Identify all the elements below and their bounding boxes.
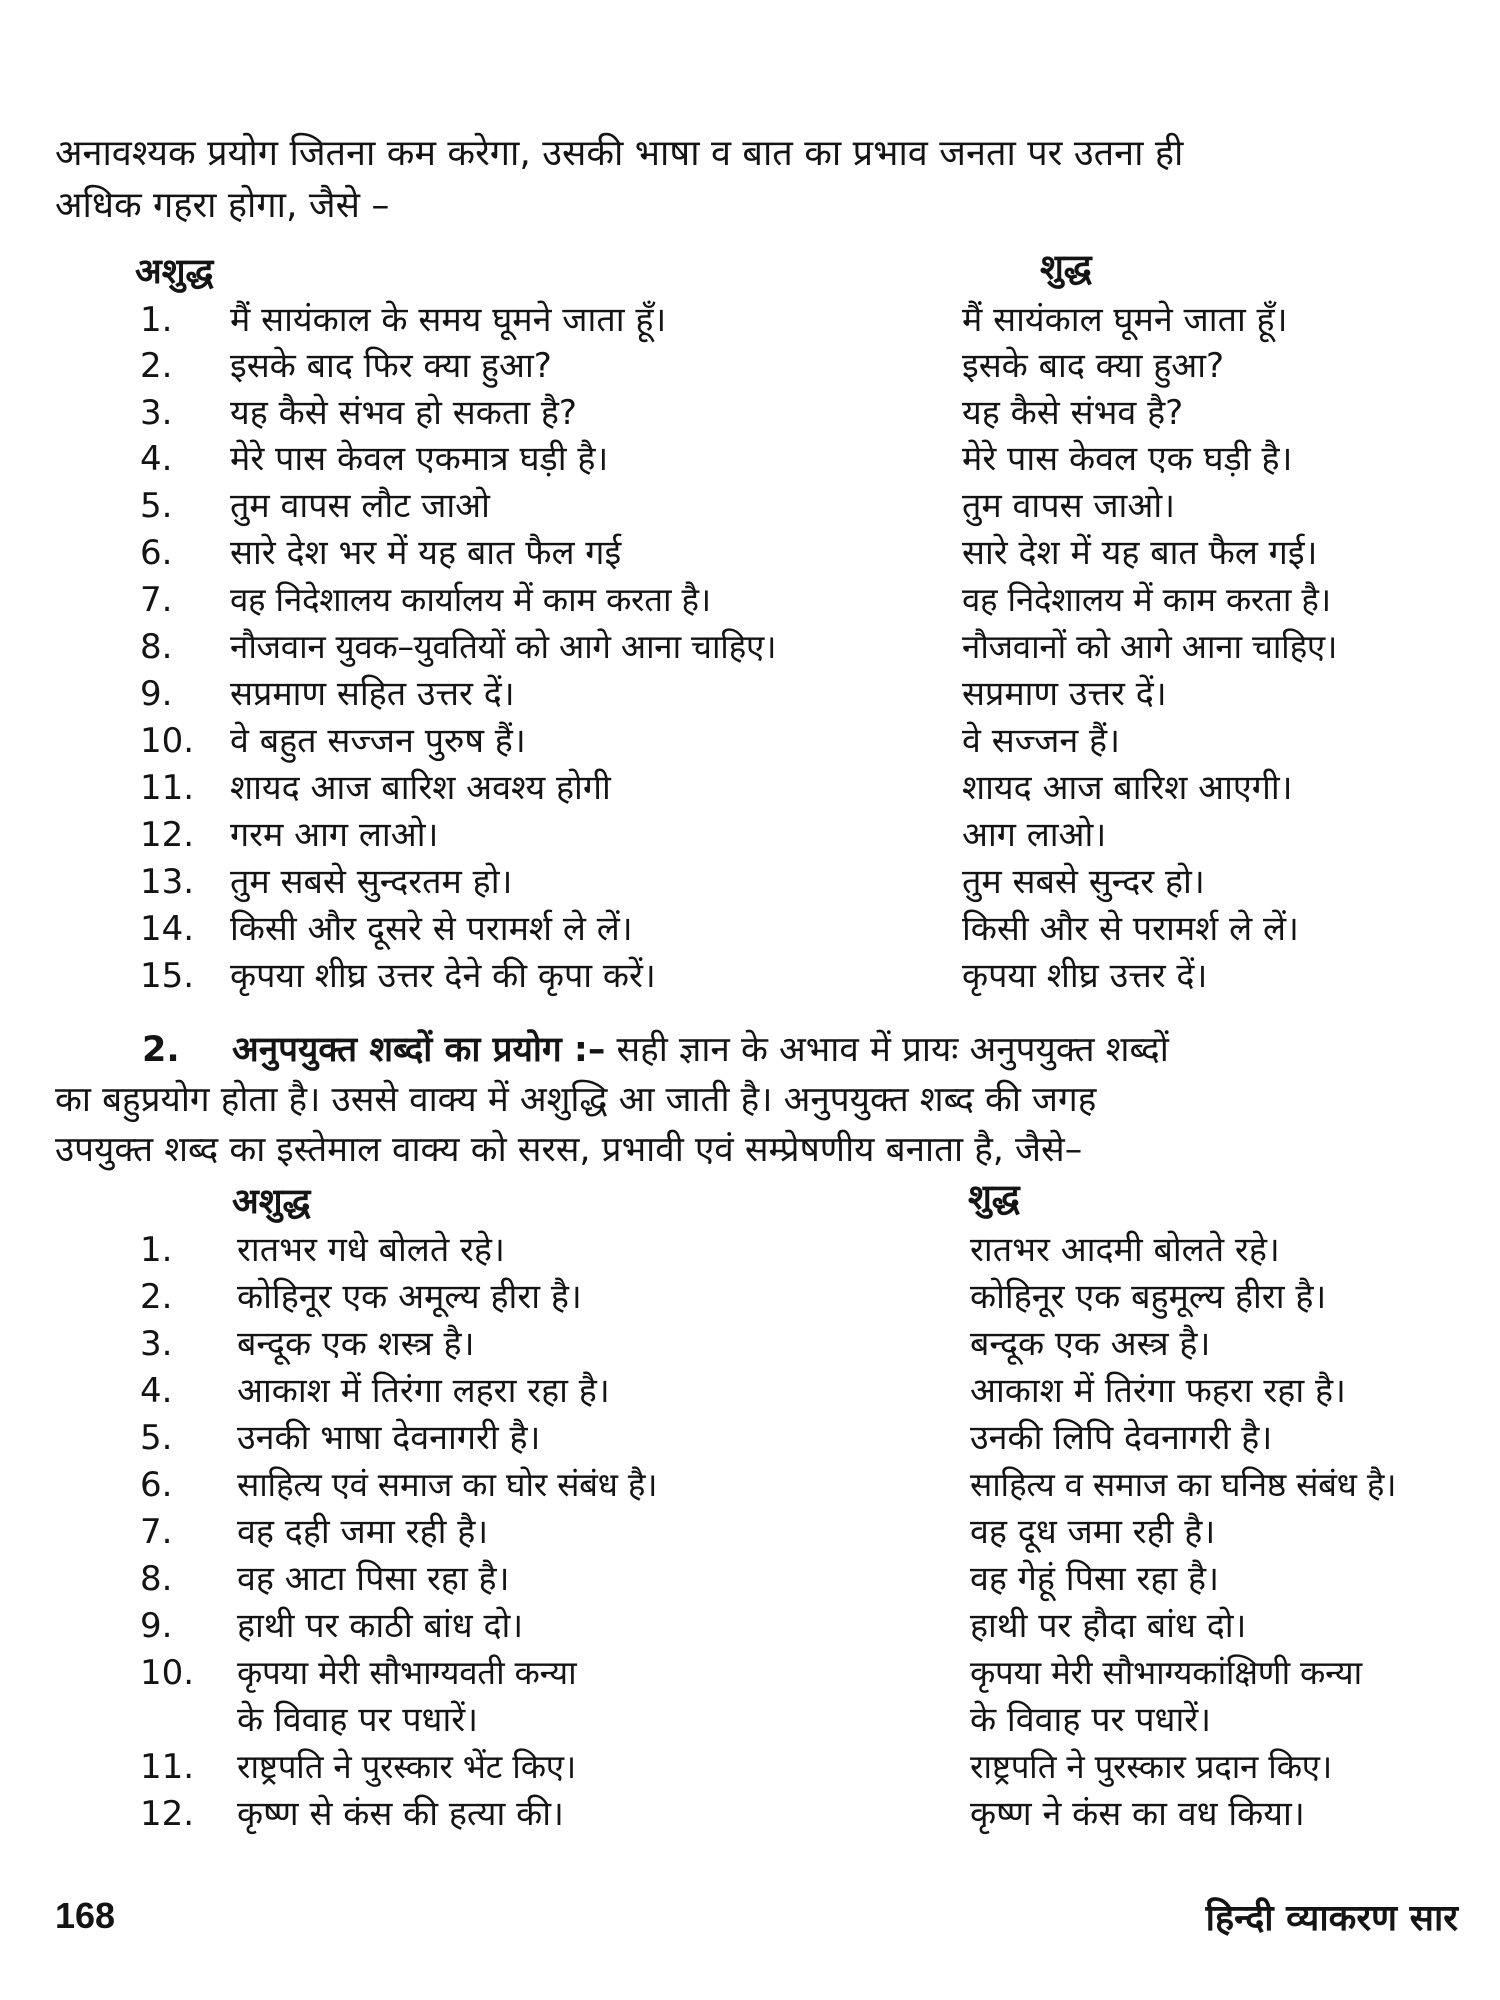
list-item: [0, 1650, 1500, 1696]
list-item: [0, 1603, 1500, 1649]
item-number: 15.: [140, 956, 195, 996]
list-item: [0, 953, 1500, 999]
list-item-continuation: [0, 1697, 1500, 1743]
wrong-sentence: तुम वापस लौट जाओ: [230, 486, 490, 526]
intro-line-2: अधिक गहरा होगा, जैसे –: [55, 185, 390, 226]
page-number: 168: [55, 1895, 116, 1936]
item-number: 2.: [140, 346, 173, 386]
correct-sentence: मैं सायंकाल घूमने जाता हूँ।: [962, 300, 1288, 340]
list-item: [0, 1274, 1500, 1320]
list-item: [0, 483, 1500, 529]
wrong-sentence: नौजवान युवक–युवतियों को आगे आना चाहिए।: [230, 627, 777, 666]
wrong-sentence: उनकी भाषा देवनागरी है।: [237, 1418, 541, 1458]
correct-sentence: कोहिनूर एक बहुमूल्य हीरा है।: [970, 1277, 1327, 1317]
wrong-sentence: वह दही जमा रही है।: [237, 1512, 489, 1552]
wrong-sentence: बन्दूक एक शस्त्र है।: [237, 1324, 475, 1364]
item-number: 3.: [140, 393, 173, 433]
item-number: 7.: [140, 580, 173, 620]
correct-sentence: आकाश में तिरंगा फहरा रहा है।: [970, 1371, 1346, 1411]
intro-line-1: अनावश्यक प्रयोग जितना कम करेगा, उसकी भाषा व बात का प्रभाव जनता पर उतना ही: [55, 133, 1184, 174]
correct-sentence: कृपया शीघ्र उत्तर दें।: [962, 956, 1208, 996]
item-number: 1.: [140, 1230, 173, 1270]
correct-sentence: के विवाह पर पधारें।: [970, 1700, 1212, 1740]
list-item: [0, 718, 1500, 764]
item-number: 4.: [140, 439, 173, 479]
wrong-sentence: यह कैसे संभव हो सकता है?: [230, 393, 577, 433]
item-number: 9.: [140, 1606, 173, 1646]
correct-sentence: आग लाओ।: [962, 815, 1107, 855]
section1-right-heading: शुद्ध: [1040, 248, 1092, 288]
list-item: [0, 671, 1500, 717]
correct-sentence: साहित्य व समाज का घनिष्ठ संबंध है।: [970, 1465, 1397, 1504]
correct-sentence: उनकी लिपि देवनागरी है।: [970, 1418, 1273, 1458]
list-item: [0, 1744, 1500, 1790]
wrong-sentence: हाथी पर काठी बांध दो।: [237, 1606, 524, 1646]
list-item: [0, 1368, 1500, 1414]
section2-right-heading: शुद्ध: [968, 1178, 1020, 1218]
book-title: हिन्दी व्याकरण सार: [1205, 1898, 1458, 1939]
item-number: 10.: [140, 1653, 195, 1693]
correct-sentence: राष्ट्रपति ने पुरस्कार प्रदान किए।: [970, 1747, 1332, 1786]
wrong-sentence: वे बहुत सज्जन पुरुष हैं।: [230, 721, 526, 761]
correct-sentence: सप्रमाण उत्तर दें।: [962, 674, 1167, 714]
correct-sentence: नौजवानों को आगे आना चाहिए।: [962, 627, 1338, 666]
section2-intro: [55, 1025, 1460, 1175]
section2-number: 2.: [142, 1030, 180, 1070]
section2-text-line-1: सही ज्ञान के अभाव में प्रायः अनुपयुक्त शब्दों: [605, 1030, 1169, 1070]
wrong-sentence: आकाश में तिरंगा लहरा रहा है।: [237, 1371, 610, 1411]
list-item: [0, 343, 1500, 389]
correct-sentence: सारे देश में यह बात फैल गई।: [962, 533, 1318, 573]
wrong-sentence: रातभर गधे बोलते रहे।: [237, 1230, 505, 1270]
list-item: [0, 1462, 1500, 1508]
correct-sentence: वह निदेशालय में काम करता है।: [962, 580, 1331, 619]
wrong-sentence: तुम सबसे सुन्दरतम हो।: [230, 862, 513, 902]
correct-sentence: वह गेहूं पिसा रहा है।: [970, 1559, 1219, 1599]
wrong-sentence: वह निदेशालय कार्यालय में काम करता है।: [230, 580, 711, 619]
item-number: 2.: [140, 1277, 173, 1317]
list-item: [0, 1415, 1500, 1461]
item-number: 3.: [140, 1324, 173, 1364]
item-number: 11.: [140, 1747, 195, 1787]
correct-sentence: शायद आज बारिश आएगी।: [962, 768, 1293, 808]
wrong-sentence: इसके बाद फिर क्या हुआ?: [230, 346, 552, 386]
correct-sentence: यह कैसे संभव है?: [962, 393, 1184, 433]
wrong-sentence: गरम आग लाओ।: [230, 815, 439, 855]
intro-paragraph: [55, 128, 1460, 232]
correct-sentence: रातभर आदमी बोलते रहे।: [970, 1230, 1280, 1270]
correct-sentence: तुम वापस जाओ।: [962, 486, 1176, 526]
section2-text-line-2: का बहुप्रयोग होता है। उससे वाक्य में अशुद्धि आ जाती है। अनुपयुक्त शब्द की जगह: [55, 1080, 1097, 1120]
list-item: [0, 859, 1500, 905]
wrong-sentence: किसी और दूसरे से परामर्श ले लें।: [230, 909, 633, 949]
section2-wrong-heading: अशुद्ध: [232, 1182, 311, 1222]
wrong-sentence: कोहिनूर एक अमूल्य हीरा है।: [237, 1277, 582, 1317]
item-number: 4.: [140, 1371, 173, 1411]
correct-sentence: तुम सबसे सुन्दर हो।: [962, 862, 1205, 902]
wrong-sentence: वह आटा पिसा रहा है।: [237, 1559, 510, 1599]
list-item: [0, 1227, 1500, 1273]
correct-sentence: कृपया मेरी सौभाग्यकांक्षिणी कन्या: [970, 1653, 1362, 1692]
section2-text-line-3: उपयुक्त शब्द का इस्तेमाल वाक्य को सरस, प्रभावी एवं सम्प्रेषणीय बनाता है, जैसे–: [55, 1130, 1083, 1170]
item-number: 13.: [140, 862, 195, 902]
wrong-sentence: कृपया मेरी सौभाग्यवती कन्या: [237, 1653, 577, 1692]
correct-sentence: वे सज्जन हैं।: [962, 721, 1120, 761]
wrong-sentence: राष्ट्रपति ने पुरस्कार भेंट किए।: [237, 1747, 576, 1786]
item-number: 12.: [140, 815, 195, 855]
wrong-sentence: मेरे पास केवल एकमात्र घड़ी है।: [230, 439, 609, 479]
wrong-sentence: सारे देश भर में यह बात फैल गई: [230, 533, 622, 573]
list-item: [0, 530, 1500, 576]
item-number: 6.: [140, 1465, 173, 1505]
wrong-sentence: कृपया शीघ्र उत्तर देने की कृपा करें।: [230, 956, 656, 996]
item-number: 5.: [140, 486, 173, 526]
item-number: 6.: [140, 533, 173, 573]
wrong-sentence: कृष्ण से कंस की हत्या की।: [237, 1794, 564, 1834]
list-item: [0, 765, 1500, 811]
list-item: [0, 812, 1500, 858]
item-number: 1.: [140, 300, 173, 340]
wrong-sentence: सप्रमाण सहित उत्तर दें।: [230, 674, 515, 714]
list-item: [0, 1791, 1500, 1837]
item-number: 14.: [140, 909, 195, 949]
item-number: 8.: [140, 627, 173, 667]
item-number: 12.: [140, 1794, 195, 1834]
list-item: [0, 1556, 1500, 1602]
list-item: [0, 577, 1500, 623]
list-item: [0, 906, 1500, 952]
section2-title: अनुपयुक्त शब्दों का प्रयोग :–: [232, 1030, 606, 1070]
section1-wrong-heading: अशुद्ध: [135, 252, 214, 292]
item-number: 9.: [140, 674, 173, 714]
item-number: 11.: [140, 768, 195, 808]
correct-sentence: मेरे पास केवल एक घड़ी है।: [962, 439, 1293, 479]
item-number: 10.: [140, 721, 195, 761]
correct-sentence: बन्दूक एक अस्त्र है।: [970, 1324, 1211, 1364]
list-item: [0, 1321, 1500, 1367]
correct-sentence: इसके बाद क्या हुआ?: [962, 346, 1225, 386]
item-number: 7.: [140, 1512, 173, 1552]
list-item: [0, 436, 1500, 482]
correct-sentence: कृष्ण ने कंस का वध किया।: [970, 1794, 1305, 1834]
wrong-sentence: के विवाह पर पधारें।: [237, 1700, 479, 1740]
correct-sentence: हाथी पर हौदा बांध दो।: [970, 1606, 1247, 1646]
correct-sentence: वह दूध जमा रही है।: [970, 1512, 1216, 1552]
wrong-sentence: साहित्य एवं समाज का घोर संबंध है।: [237, 1465, 658, 1504]
wrong-sentence: मैं सायंकाल के समय घूमने जाता हूँ।: [230, 300, 667, 340]
correct-sentence: किसी और से परामर्श ले लें।: [962, 909, 1299, 949]
list-item: [0, 297, 1500, 343]
list-item: [0, 390, 1500, 436]
wrong-sentence: शायद आज बारिश अवश्य होगी: [230, 768, 611, 808]
item-number: 8.: [140, 1559, 173, 1599]
list-item: [0, 624, 1500, 670]
item-number: 5.: [140, 1418, 173, 1458]
list-item: [0, 1509, 1500, 1555]
